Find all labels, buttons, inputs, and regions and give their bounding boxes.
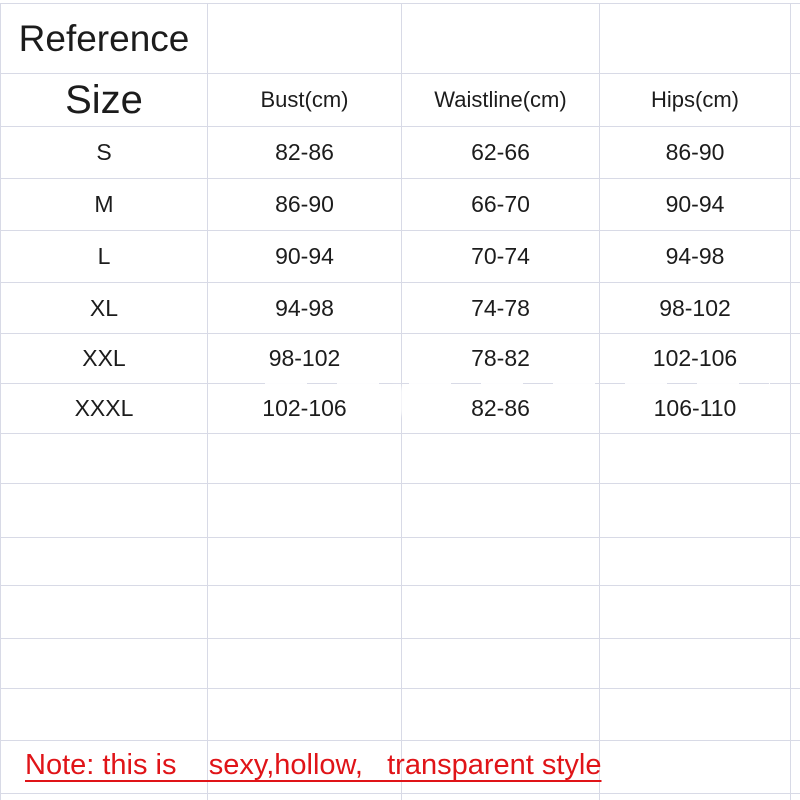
empty-cell [791,538,800,586]
hips-cell: 86-90 [600,127,791,179]
waist-cell: 62-66 [402,127,600,179]
bust-cell: 90-94 [208,231,402,283]
empty-cell [791,179,800,231]
empty-row [1,434,800,484]
bust-cell: 102-106 [208,384,402,434]
waist-cell: 78-82 [402,334,600,384]
table-row-m [1,179,800,231]
empty-cell [600,741,791,794]
waist-cell: 82-86 [402,384,600,434]
empty-cell [600,4,791,74]
partial-bottom-row [1,794,800,800]
empty-cell [600,434,791,484]
empty-cell [402,538,600,586]
bust-header: Bust(cm) [208,74,402,127]
empty-cell [791,689,800,741]
empty-cell [402,434,600,484]
empty-cell [1,639,208,689]
empty-cell [600,689,791,741]
size-cell: XXXL [1,384,208,434]
watermark-overlay [265,379,770,387]
waist-cell: 74-78 [402,283,600,334]
bust-cell: 82-86 [208,127,402,179]
empty-cell [402,794,600,800]
table-row-xl [1,283,800,334]
empty-cell [600,586,791,639]
hips-cell: 102-106 [600,334,791,384]
hips-header: Hips(cm) [600,74,791,127]
empty-cell [208,484,402,538]
bust-cell: 98-102 [208,334,402,384]
size-cell: M [1,179,208,231]
empty-cell [208,689,402,741]
empty-cell [402,639,600,689]
hips-cell: 90-94 [600,179,791,231]
size-cell: L [1,231,208,283]
empty-cell [791,127,800,179]
empty-cell [791,794,800,800]
empty-cell [1,689,208,741]
size-cell: XL [1,283,208,334]
style-note: Note: this is sexy,hollow, transparent style [25,749,602,781]
empty-cell [791,741,800,794]
empty-cell [791,384,800,434]
empty-cell [791,334,800,384]
empty-cell [208,586,402,639]
empty-cell [791,283,800,334]
empty-cell [791,74,800,127]
bust-cell: 94-98 [208,283,402,334]
size-cell: S [1,127,208,179]
empty-cell [1,484,208,538]
title-row [1,4,800,74]
empty-cell [791,434,800,484]
size-header: Size [1,74,208,127]
empty-cell [600,794,791,800]
table-title: Reference [1,4,208,74]
empty-row [1,639,800,689]
empty-cell [1,794,208,800]
empty-row [1,689,800,741]
empty-cell [1,434,208,484]
table-row-s [1,127,800,179]
empty-cell [1,538,208,586]
empty-row [1,484,800,538]
empty-cell [600,484,791,538]
empty-row [1,586,800,639]
waist-cell: 70-74 [402,231,600,283]
bust-cell: 86-90 [208,179,402,231]
empty-cell [1,586,208,639]
hips-cell: 98-102 [600,283,791,334]
empty-row [1,538,800,586]
waist-cell: 66-70 [402,179,600,231]
header-row [1,74,800,127]
empty-cell [402,586,600,639]
empty-cell [402,484,600,538]
empty-cell [791,4,800,74]
table-row-xxl [1,334,800,384]
empty-cell [208,794,402,800]
empty-cell [600,639,791,689]
empty-cell [600,538,791,586]
empty-cell [791,484,800,538]
empty-cell [791,586,800,639]
empty-cell [208,434,402,484]
empty-cell [402,689,600,741]
hips-cell: 106-110 [600,384,791,434]
waistline-header: Waistline(cm) [402,74,600,127]
table-row-l [1,231,800,283]
watermark-smudge [390,386,404,416]
empty-cell [791,639,800,689]
empty-cell [208,639,402,689]
size-cell: XXL [1,334,208,384]
empty-cell [791,231,800,283]
empty-cell [208,4,402,74]
empty-cell [402,4,600,74]
empty-cell [208,538,402,586]
hips-cell: 94-98 [600,231,791,283]
